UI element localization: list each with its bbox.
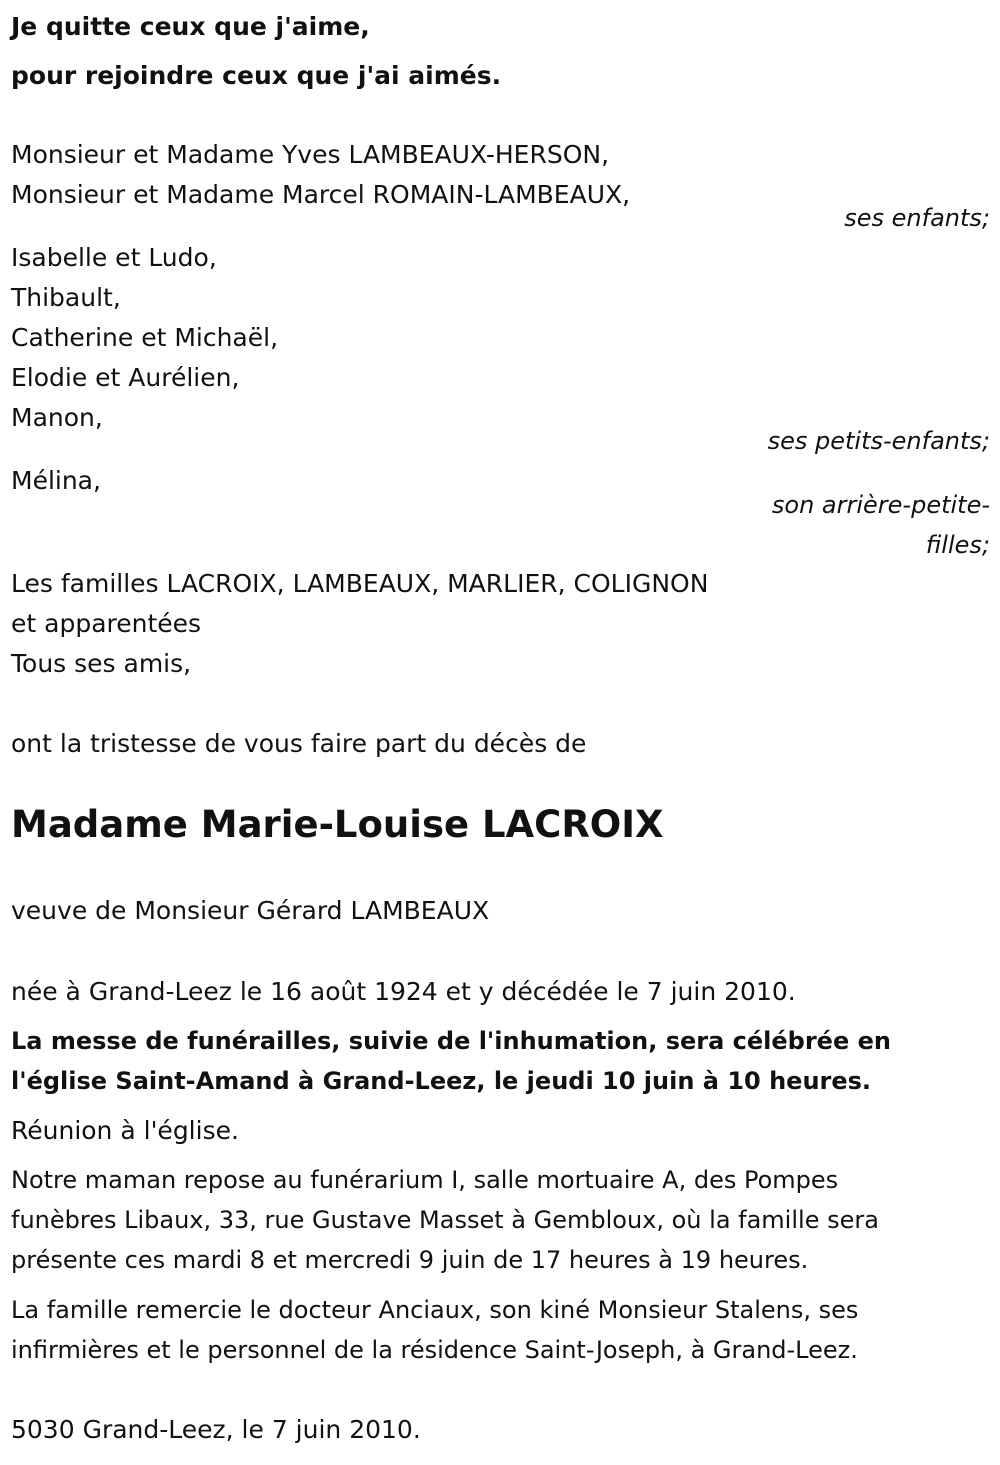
child-name: Monsieur et Madame Yves LAMBEAUX-HERSON, [11, 140, 610, 169]
epigraph-line-1: Je quitte ceux que j'aime, [11, 12, 370, 41]
deceased-name: Madame Marie-Louise LACROIX [11, 803, 664, 846]
funeral-line-1: La messe de funérailles, suivie de l'inhumation, sera célébrée en [11, 1027, 891, 1055]
viewing-line-3: présente ces mardi 8 et mercredi 9 juin de 17 heures à 19 heures. [11, 1246, 809, 1274]
funeral-line-2: l'église Saint-Amand à Grand-Leez, le jeudi 10 juin à 10 heures. [11, 1067, 872, 1095]
great-grandchild-role-line-1: son arrière-petite- [771, 491, 990, 519]
grandchildren-role: ses petits-enfants; [767, 427, 990, 455]
announcement: ont la tristesse de vous faire part du décès de [11, 729, 587, 758]
great-grandchild-name: Mélina, [11, 466, 101, 495]
thanks-line-1: La famille remercie le docteur Anciaux, son kiné Monsieur Stalens, ses [11, 1296, 859, 1324]
place-date: 5030 Grand-Leez, le 7 juin 2010. [11, 1415, 421, 1444]
grandchild-name: Elodie et Aurélien, [11, 363, 240, 392]
children-role: ses enfants; [844, 204, 990, 232]
thanks-line-2: infirmières et le personnel de la résidence Saint-Joseph, à Grand-Leez. [11, 1336, 858, 1364]
viewing-line-2: funèbres Libaux, 33, rue Gustave Masset à Gembloux, où la famille sera [11, 1206, 879, 1234]
friends-line: Tous ses amis, [11, 649, 192, 678]
widow-of: veuve de Monsieur Gérard LAMBEAUX [11, 896, 490, 925]
great-grandchild-role-line-2: filles; [925, 531, 990, 559]
epigraph-line-2: pour rejoindre ceux que j'ai aimés. [11, 61, 502, 90]
grandchild-name: Thibault, [11, 283, 121, 312]
families-line-1: Les familles LACROIX, LAMBEAUX, MARLIER, COLIGNON [11, 569, 709, 598]
grandchild-name: Manon, [11, 403, 103, 432]
birth-death-line: née à Grand-Leez le 16 août 1924 et y décédée le 7 juin 2010. [11, 977, 796, 1006]
viewing-line-1: Notre maman repose au funérarium I, salle mortuaire A, des Pompes [11, 1166, 839, 1194]
meeting-line: Réunion à l'église. [11, 1116, 239, 1145]
families-line-2: et apparentées [11, 609, 202, 638]
grandchild-name: Catherine et Michaël, [11, 323, 279, 352]
child-name: Monsieur et Madame Marcel ROMAIN-LAMBEAUX, [11, 180, 631, 209]
grandchild-name: Isabelle et Ludo, [11, 243, 217, 272]
